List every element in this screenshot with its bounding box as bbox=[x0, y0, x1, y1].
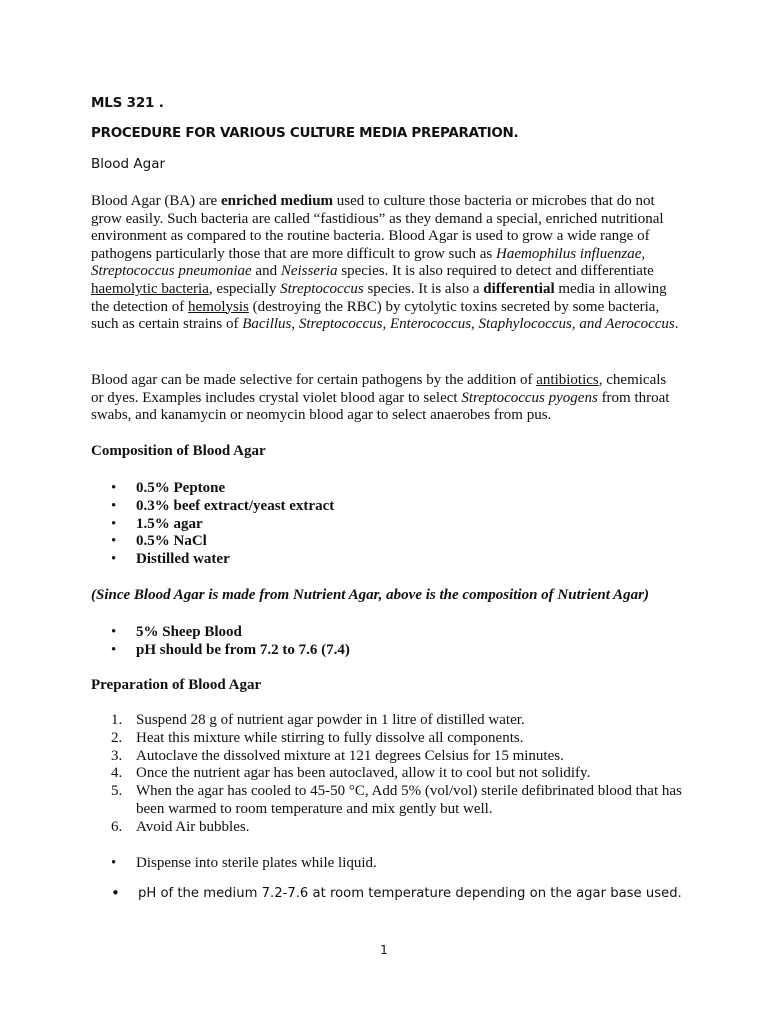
bullet-icon: • bbox=[111, 883, 120, 902]
list-item: • 1.5% agar bbox=[91, 516, 334, 534]
list-item: • pH should be from 7.2 to 7.6 (7.4) bbox=[91, 642, 350, 660]
step-number: 5. bbox=[111, 783, 123, 800]
list-item bbox=[91, 855, 682, 873]
list-item bbox=[91, 730, 696, 748]
text-run: (destroying the RBC) by cytolytic toxins secreted by some bacteria, such as certain strains of bbox=[91, 298, 660, 333]
step-text: Heat this mixture while stirring to fully dissolve all components. bbox=[136, 729, 524, 746]
list-item bbox=[91, 748, 696, 766]
section-subtitle: Blood Agar bbox=[91, 156, 166, 172]
composition-heading: Composition of Blood Agar bbox=[91, 443, 266, 459]
text-run: . bbox=[674, 316, 679, 333]
composition-list bbox=[91, 480, 334, 569]
list-item bbox=[91, 885, 682, 903]
text-run: Blood agar can be made selective for certain pathogens by the addition of bbox=[91, 372, 537, 388]
step-number: 1. bbox=[111, 712, 123, 728]
intro-paragraph bbox=[91, 193, 681, 334]
list-item-text: pH of the medium 7.2-7.6 at room temperature depending on the agar base used. bbox=[138, 885, 682, 901]
link-hemolysis[interactable]: hemolysis bbox=[188, 298, 249, 315]
composition-note: (Since Blood Agar is made from Nutrient Agar, above is the composition of Nutrient Agar) bbox=[91, 587, 649, 603]
text-run: from throat swabs, and kanamycin or neomycin blood agar to select anaerobes from pus. bbox=[91, 389, 670, 424]
list-item bbox=[91, 765, 696, 783]
list-item bbox=[91, 783, 696, 819]
list-item bbox=[91, 712, 696, 730]
list-item: • 0.5% Peptone bbox=[91, 480, 334, 498]
list-item: • 0.5% NaCl bbox=[91, 533, 334, 551]
step-number: 4. bbox=[111, 765, 123, 782]
list-item bbox=[91, 819, 696, 837]
page-title: PROCEDURE FOR VARIOUS CULTURE MEDIA PREPARATION. bbox=[91, 125, 519, 141]
course-code: MLS 321 . bbox=[91, 95, 164, 111]
text-run: Blood Agar (BA) are bbox=[91, 193, 221, 209]
text-run: species. It is also a bbox=[363, 280, 484, 297]
text-run: and bbox=[251, 263, 281, 280]
text-run: , chemicals or dyes. Examples includes crystal violet blood agar to select bbox=[91, 372, 667, 406]
list-item: • Distilled water bbox=[91, 551, 334, 569]
list-item: • 0.3% beef extract/yeast extract bbox=[91, 498, 334, 516]
italic-run: Streptococcus pyogens bbox=[461, 389, 598, 406]
step-text: Once the nutrient agar has been autoclaved, allow it to cool but not solidify. bbox=[136, 765, 591, 782]
italic-run: Streptococcus bbox=[280, 280, 364, 297]
list-item: • 5% Sheep Blood bbox=[91, 624, 350, 642]
text-run: media in allowing the detection of bbox=[91, 280, 667, 315]
bold-run: differential bbox=[483, 280, 555, 297]
link-antibiotics[interactable]: antibiotics bbox=[536, 372, 599, 388]
extra-list bbox=[91, 624, 350, 660]
page-number: 1 bbox=[380, 943, 388, 957]
bullet-icon: • bbox=[111, 855, 117, 871]
text-run: species. It is also required to detect and differentiate bbox=[337, 263, 654, 280]
preparation-heading: Preparation of Blood Agar bbox=[91, 677, 262, 693]
step-number: 2. bbox=[111, 729, 123, 746]
list-item-text: Dispense into sterile plates while liquid. bbox=[136, 855, 377, 871]
step-number: 3. bbox=[111, 747, 123, 764]
bold-run: enriched medium bbox=[220, 193, 334, 209]
step-text: Avoid Air bubbles. bbox=[136, 818, 250, 835]
selective-paragraph bbox=[91, 372, 681, 425]
text-run: used to culture those bacteria or microbes that do not grow easily. Such bacteria are called “fastidious” as they demand a special, enriched nutritional environment as compared to the routine bacteria. Blood Agar is used to grow a wide range of pathogens particularly those that are more difficult to grow such as bbox=[91, 193, 664, 262]
step-text: Autoclave the dissolved mixture at 121 degrees Celsius for 15 minutes. bbox=[136, 747, 564, 764]
text-run: , especially bbox=[208, 280, 281, 297]
preparation-steps bbox=[91, 712, 696, 837]
step-text: Suspend 28 g of nutrient agar powder in 1 litre of distilled water. bbox=[136, 712, 525, 728]
italic-run: Bacillus, Streptococcus, Enterococcus, Staphylococcus, and Aerococcus bbox=[242, 316, 675, 333]
final-list bbox=[91, 855, 682, 903]
link-haemolytic-bacteria[interactable]: haemolytic bacteria bbox=[91, 280, 209, 297]
italic-run: Neisseria bbox=[280, 263, 338, 280]
step-text: When the agar has cooled to 45-50 °C, Add 5% (vol/vol) sterile defibrinated blood that has been warmed to room temperature and mix gently but well. bbox=[136, 783, 682, 817]
italic-run: Haemophilus influenzae, Streptococcus pneumoniae bbox=[91, 245, 646, 280]
step-number: 6. bbox=[111, 818, 123, 835]
